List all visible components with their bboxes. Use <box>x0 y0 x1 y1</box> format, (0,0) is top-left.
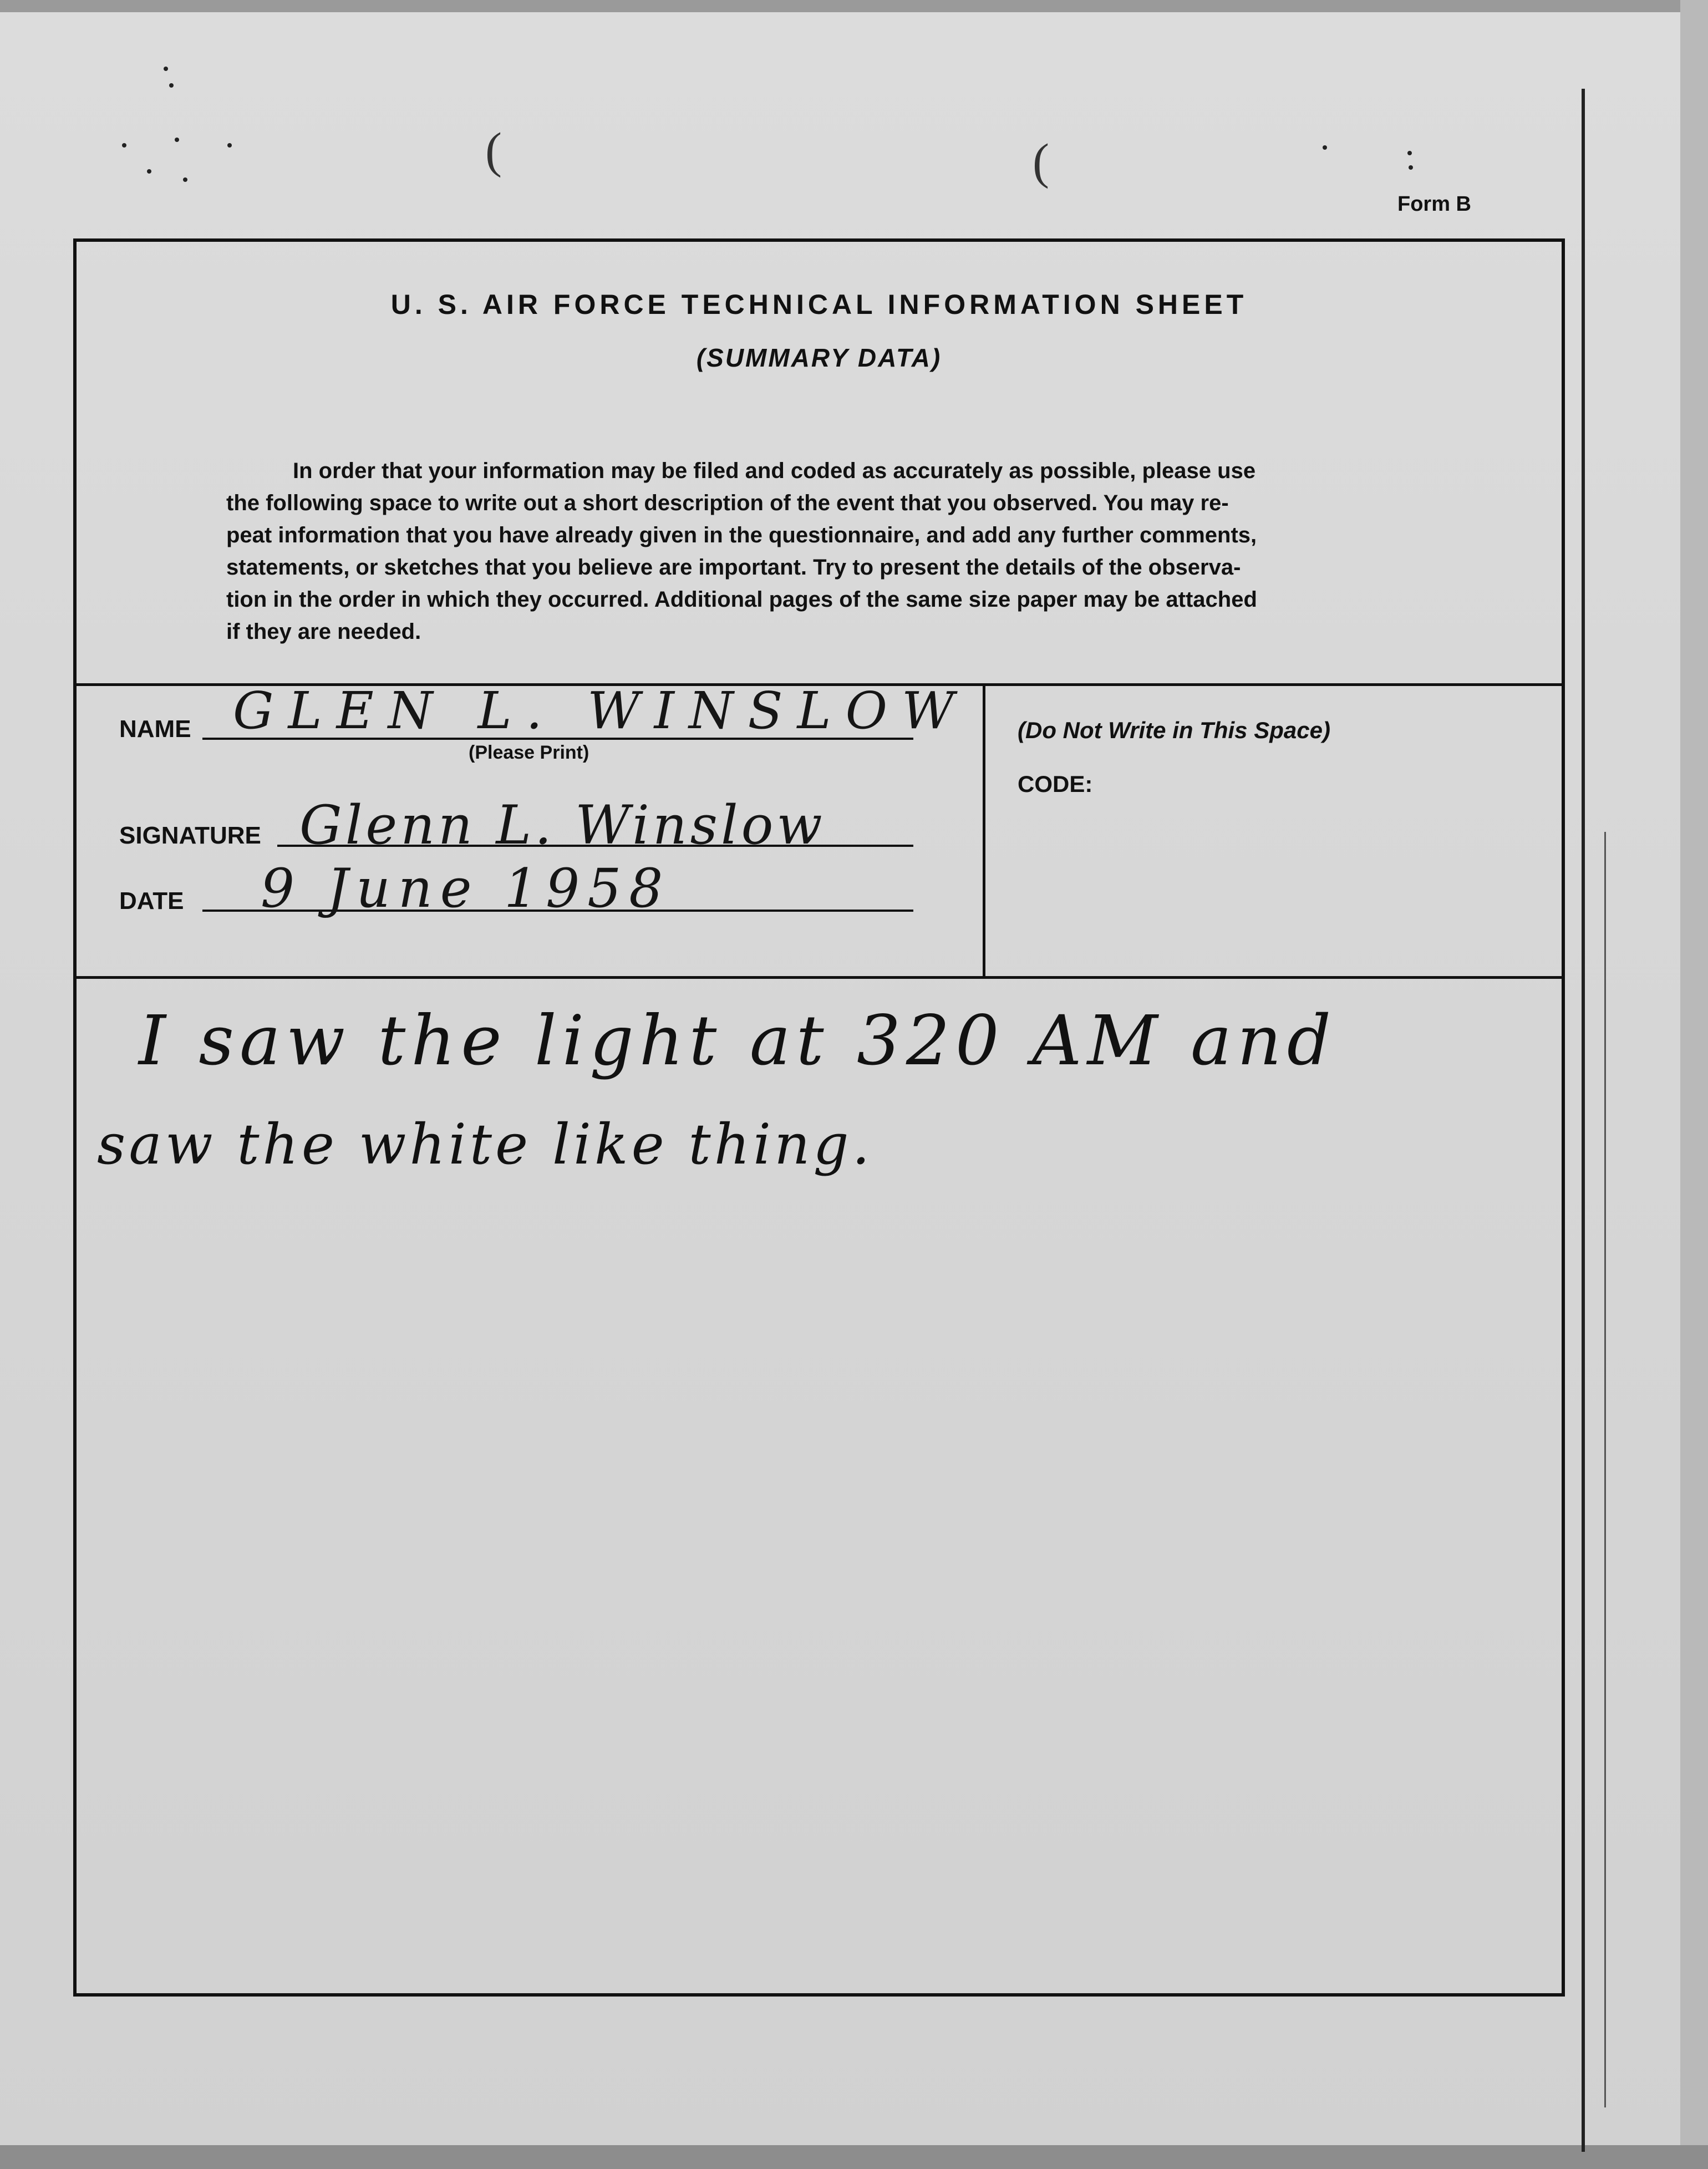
office-use-notice: (Do Not Write in This Space) <box>1018 717 1330 743</box>
page-edge-line <box>1582 89 1585 2152</box>
date-label: DATE <box>119 887 184 915</box>
punch-hole-mark: ( <box>1033 134 1049 189</box>
code-label: CODE: <box>1018 771 1093 797</box>
signature-label: SIGNATURE <box>119 822 261 849</box>
column-divider <box>983 683 985 979</box>
name-value: GLEN L. WINSLOW <box>233 681 969 740</box>
scan-speck <box>122 143 126 148</box>
name-print-note: (Please Print) <box>469 742 589 763</box>
form-title: U. S. AIR FORCE TECHNICAL INFORMATION SHEET <box>390 289 1248 320</box>
instructions-line: peat information that you have already given in the questionnaire, and add any further comments, <box>226 523 1257 547</box>
form-number: Form B <box>1397 192 1471 216</box>
instructions-line: the following space to write out a short description of the event that you observed. You may re- <box>226 491 1229 515</box>
scan-speck <box>227 143 232 148</box>
instructions-line: if they are needed. <box>226 619 421 644</box>
scan-speck <box>183 177 187 182</box>
description-line: saw the white like thing. <box>97 1112 873 1177</box>
scan-speck <box>1409 165 1413 170</box>
form-subtitle: (SUMMARY DATA) <box>696 343 942 372</box>
instructions-line: In order that your information may be filed and coded as accurately as possible, please use <box>293 459 1256 483</box>
scan-speck <box>175 138 179 142</box>
scan-edge-right <box>1680 0 1708 2169</box>
scan-speck <box>1323 145 1327 150</box>
scan-edge-bottom <box>0 2145 1708 2169</box>
scan-speck <box>1407 151 1412 155</box>
scan-speck <box>147 169 151 174</box>
instructions-line: statements, or sketches that you believe are important. Try to present the details of the observa- <box>226 555 1241 580</box>
scan-speck <box>164 67 168 71</box>
date-value: 9 June 1958 <box>261 857 671 920</box>
instructions-paragraph <box>226 455 1413 648</box>
section-divider <box>73 976 1565 979</box>
page-edge-line-faint <box>1604 832 1606 2107</box>
scan-edge-top <box>0 0 1708 12</box>
punch-hole-mark: ( <box>485 123 502 178</box>
instructions-line: tion in the order in which they occurred. Additional pages of the same size paper may be attached <box>226 587 1257 612</box>
name-label: NAME <box>119 715 191 743</box>
description-line: I saw the light at 320 AM and <box>139 1001 1337 1081</box>
signature-value: Glenn L. Winslow <box>299 794 826 856</box>
scan-speck <box>169 83 174 88</box>
